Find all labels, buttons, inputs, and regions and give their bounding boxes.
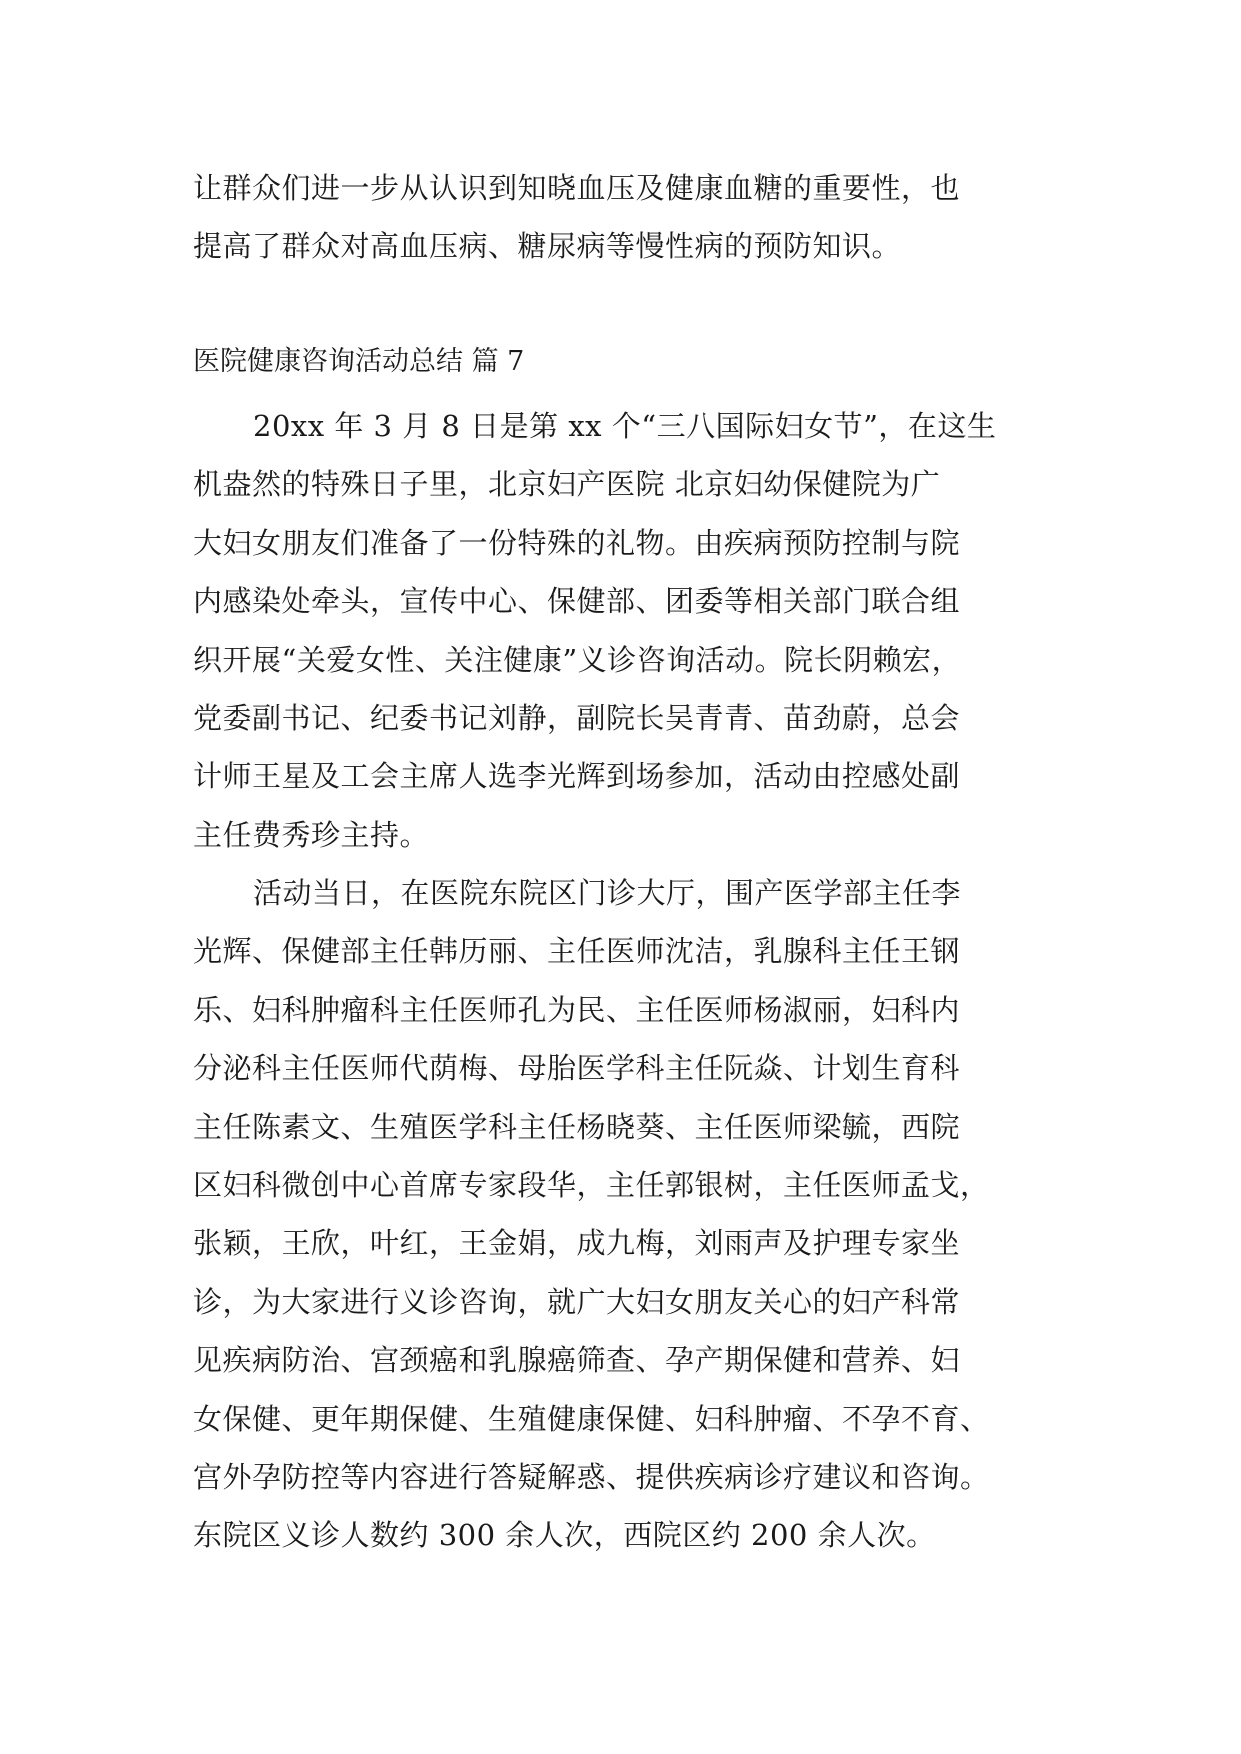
- text-line: 主任陈素文、生殖医学科主任杨晓葵、主任医师梁毓，西院: [193, 1109, 961, 1144]
- paragraph-2: [193, 864, 1053, 1565]
- section-heading: 医院健康咨询活动总结 篇 7: [193, 346, 525, 377]
- text-line: 主任费秀珍主持。: [193, 817, 430, 852]
- intro-paragraph: [193, 159, 1053, 276]
- text-line: 机盎然的特殊日子里，北京妇产医院 北京妇幼保健院为广: [193, 467, 941, 502]
- text-line: 东院区义诊人数约 300 余人次，西院区约 200 余人次。: [193, 1518, 936, 1553]
- text-line: 分泌科主任医师代荫梅、母胎医学科主任阮焱、计划生育科: [193, 1051, 961, 1086]
- text-line: 诊，为大家进行义诊咨询，就广大妇女朋友关心的妇产科常: [193, 1284, 961, 1319]
- text-line: 乐、妇科肿瘤科主任医师孔为民、主任医师杨淑丽，妇科内: [193, 992, 961, 1027]
- text-line: 活动当日，在医院东院区门诊大厅，围产医学部主任李: [253, 876, 962, 910]
- text-line: 计师王星及工会主席人选李光辉到场参加，活动由控感处副: [193, 759, 961, 794]
- text-line: 党委副书记、纪委书记刘静，副院长吴青青、苗劲蔚，总会: [193, 701, 961, 736]
- text-line: 大妇女朋友们准备了一份特殊的礼物。由疾病预防控制与院: [193, 525, 961, 560]
- text-line: 提高了群众对高血压病、糖尿病等慢性病的预防知识。: [193, 229, 902, 264]
- paragraph-1: [193, 397, 1053, 864]
- text-line: 女保健、更年期保健、生殖健康保健、妇科肿瘤、不孕不育、: [193, 1401, 990, 1436]
- text-line: 内感染处牵头，宣传中心、保健部、团委等相关部门联合组: [193, 584, 961, 619]
- text-line: 宫外孕防控等内容进行答疑解惑、提供疾病诊疗建议和咨询。: [193, 1460, 990, 1495]
- text-line: 20xx 年 3 月 8 日是第 xx 个“三八国际妇女节”，在这生: [253, 409, 997, 443]
- text-line: 光辉、保健部主任韩历丽、主任医师沈洁，乳腺科主任王钢: [193, 934, 961, 969]
- text-line: 区妇科微创中心首席专家段华，主任郭银树，主任医师孟戈，: [193, 1168, 990, 1203]
- text-line: 见疾病防治、宫颈癌和乳腺癌筛查、孕产期保健和营养、妇: [193, 1343, 961, 1378]
- text-line: 让群众们进一步从认识到知晓血压及健康血糖的重要性，也: [193, 171, 961, 205]
- text-line: 张颖，王欣，叶红，王金娟，成九梅，刘雨声及护理专家坐: [193, 1226, 961, 1261]
- text-line: 织开展“关爱女性、关注健康”义诊咨询活动。院长阴赖宏，: [193, 642, 962, 677]
